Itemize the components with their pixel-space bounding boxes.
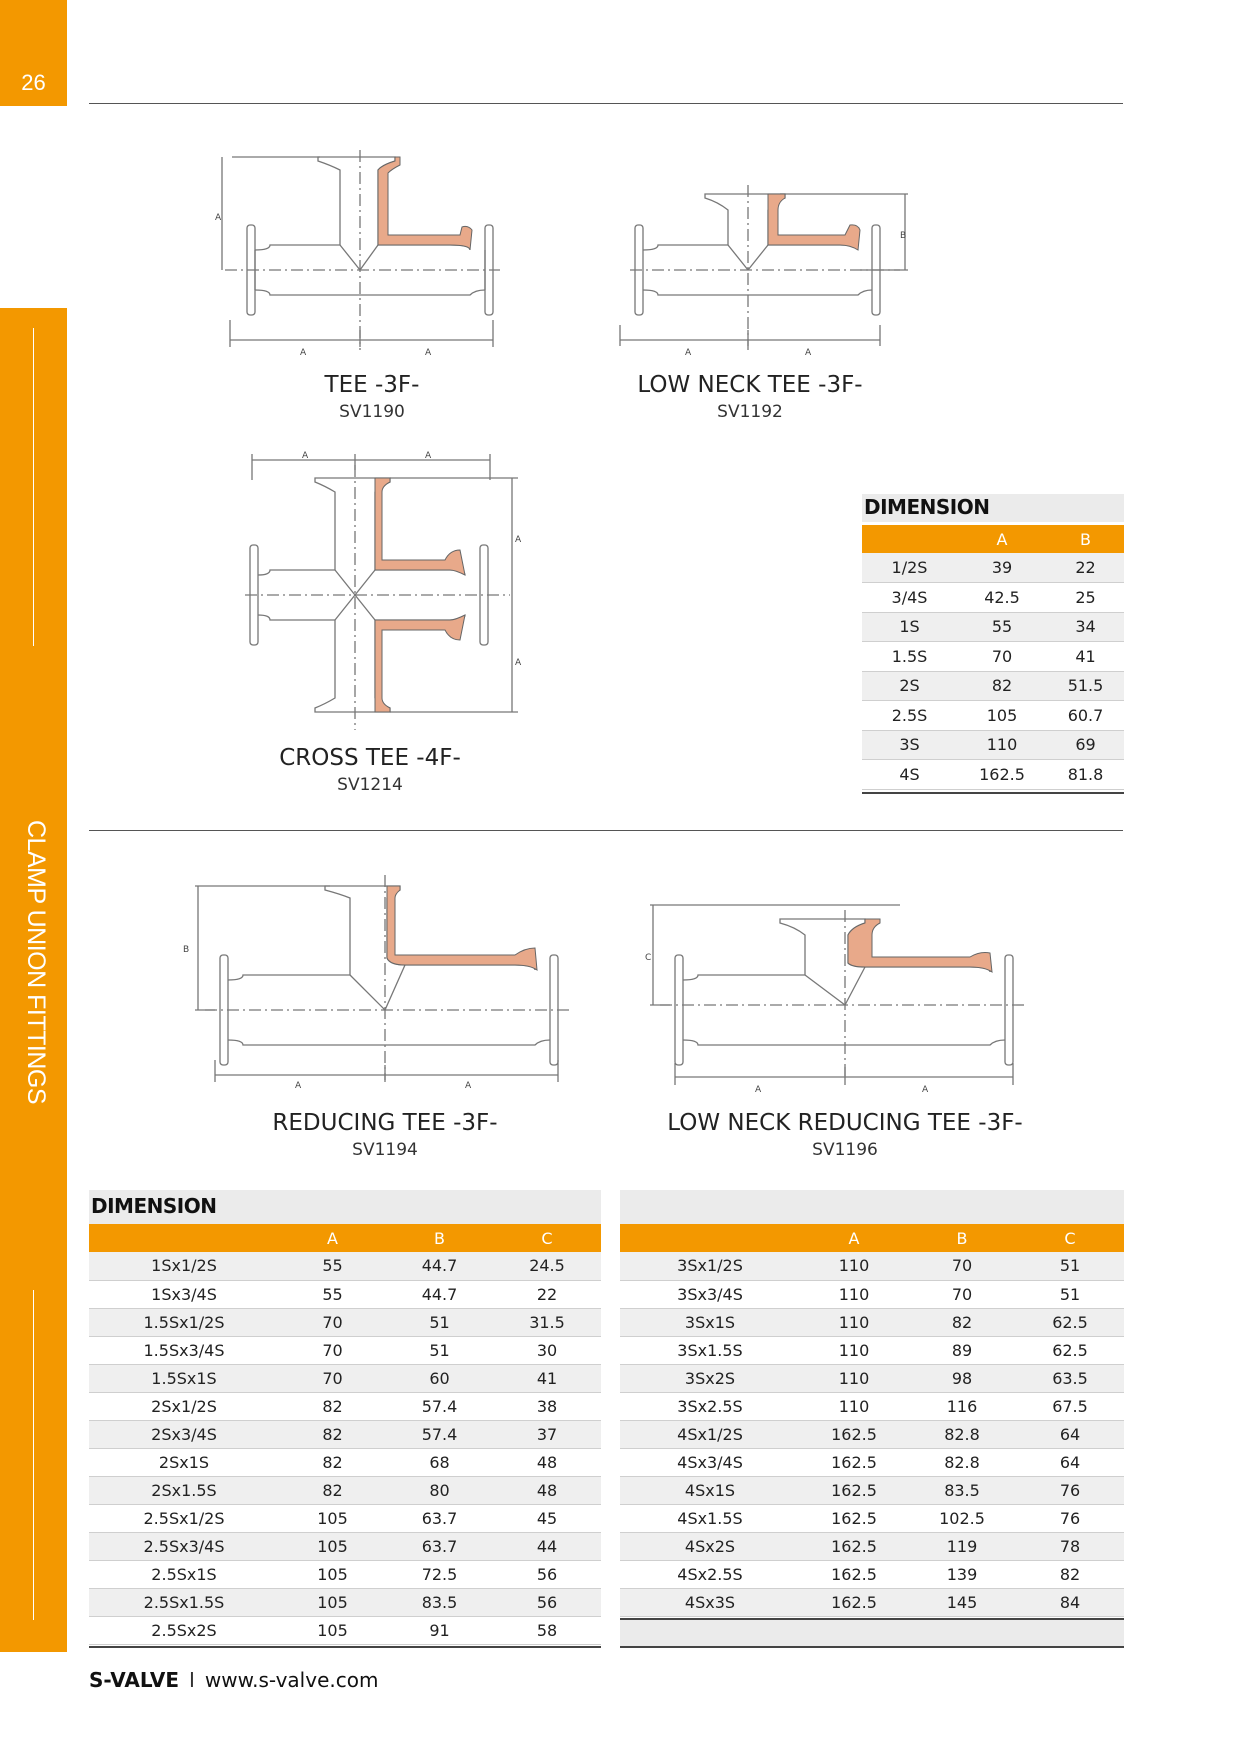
value-cell: 64 [1016, 1448, 1124, 1476]
size-cell: 3/4S [862, 583, 957, 613]
value-cell: 45 [493, 1504, 601, 1532]
value-cell: 82 [279, 1476, 386, 1504]
top-rule [89, 103, 1123, 104]
value-cell: 51.5 [1047, 671, 1124, 701]
value-cell: 162.5 [800, 1448, 908, 1476]
value-cell: 105 [279, 1504, 386, 1532]
value-cell: 84 [1016, 1588, 1124, 1616]
dim-table-2-right-body [620, 1252, 1124, 1616]
value-cell: 56 [493, 1560, 601, 1588]
middle-rule [89, 830, 1123, 831]
value-cell: 145 [908, 1588, 1016, 1616]
value-cell: 25 [1047, 583, 1124, 613]
value-cell: 41 [1047, 642, 1124, 672]
size-cell: 4Sx2S [620, 1532, 800, 1560]
table-row [620, 1448, 1124, 1476]
product-name: LOW NECK TEE -3F- [637, 372, 863, 398]
size-cell: 1/2S [862, 553, 957, 583]
value-cell: 80 [386, 1476, 493, 1504]
cross-tee-drawing [240, 450, 530, 740]
table-row [89, 1336, 601, 1364]
size-cell: 3Sx2.5S [620, 1392, 800, 1420]
value-cell: 63.7 [386, 1532, 493, 1560]
value-cell: 162.5 [800, 1476, 908, 1504]
table-row [620, 1392, 1124, 1420]
value-cell: 83.5 [386, 1588, 493, 1616]
dim-table-1 [862, 525, 1124, 790]
table-row [89, 1448, 601, 1476]
value-cell: 162.5 [800, 1588, 908, 1616]
value-cell: 89 [908, 1336, 1016, 1364]
value-cell: 162.5 [800, 1532, 908, 1560]
size-cell: 4Sx2.5S [620, 1560, 800, 1588]
table-row [89, 1420, 601, 1448]
svg-text:A: A [425, 348, 432, 358]
value-cell: 44.7 [386, 1252, 493, 1280]
svg-text:A: A [515, 535, 522, 545]
side-title: CLAMP UNION FITTINGS [22, 820, 50, 1105]
product-code: SV1194 [352, 1140, 418, 1160]
dim-table-2-left [89, 1224, 601, 1645]
table-row [620, 1280, 1124, 1308]
value-cell: 57.4 [386, 1392, 493, 1420]
dim-table-2-right-bottom-rule [620, 1646, 1124, 1648]
table-row [89, 1252, 601, 1280]
value-cell: 110 [957, 730, 1047, 760]
value-cell: 70 [279, 1308, 386, 1336]
svg-text:A: A [922, 1085, 929, 1095]
dim-table-1-body [862, 553, 1124, 789]
table-row [862, 701, 1124, 731]
size-cell: 2.5Sx1.5S [89, 1588, 279, 1616]
value-cell: 105 [279, 1560, 386, 1588]
column-header: B [908, 1224, 1016, 1252]
value-cell: 39 [957, 553, 1047, 583]
value-cell: 67.5 [1016, 1392, 1124, 1420]
column-header: A [279, 1224, 386, 1252]
size-cell: 4S [862, 760, 957, 790]
dim-table-1-bottom-rule [862, 792, 1124, 794]
value-cell: 58 [493, 1616, 601, 1644]
low-neck-tee-drawing [610, 180, 930, 360]
size-cell: 1.5Sx3/4S [89, 1336, 279, 1364]
value-cell: 82.8 [908, 1420, 1016, 1448]
dim-table-2-right-filler [620, 1618, 1124, 1646]
value-cell: 55 [279, 1280, 386, 1308]
size-cell: 1.5Sx1S [89, 1364, 279, 1392]
column-header: C [1016, 1224, 1124, 1252]
value-cell: 62.5 [1016, 1308, 1124, 1336]
low-neck-tee-caption [620, 372, 880, 422]
svg-text:A: A [755, 1085, 762, 1095]
size-cell: 2.5Sx3/4S [89, 1532, 279, 1560]
value-cell: 22 [493, 1280, 601, 1308]
svg-text:A: A [465, 1081, 472, 1090]
size-cell: 3Sx1S [620, 1308, 800, 1336]
value-cell: 110 [800, 1252, 908, 1280]
svg-text:A: A [425, 451, 432, 461]
column-header: B [386, 1224, 493, 1252]
table-row [89, 1392, 601, 1420]
value-cell: 70 [279, 1364, 386, 1392]
value-cell: 63.7 [386, 1504, 493, 1532]
value-cell: 70 [279, 1336, 386, 1364]
svg-text:A: A [302, 451, 309, 461]
table-row [620, 1560, 1124, 1588]
value-cell: 64 [1016, 1420, 1124, 1448]
tee-drawing [210, 145, 510, 360]
size-cell: 1.5S [862, 642, 957, 672]
table-row [89, 1616, 601, 1644]
table-row [89, 1560, 601, 1588]
table-row [620, 1476, 1124, 1504]
table-row [89, 1308, 601, 1336]
value-cell: 162.5 [800, 1560, 908, 1588]
size-cell: 1Sx3/4S [89, 1280, 279, 1308]
dim-table-2-right [620, 1224, 1124, 1617]
value-cell: 82 [908, 1308, 1016, 1336]
size-cell: 4Sx1S [620, 1476, 800, 1504]
size-cell: 1S [862, 612, 957, 642]
column-header: A [800, 1224, 908, 1252]
size-cell: 2Sx3/4S [89, 1420, 279, 1448]
table-header-row [862, 525, 1124, 553]
value-cell: 60 [386, 1364, 493, 1392]
value-cell: 70 [908, 1252, 1016, 1280]
dim-table-3-head-bg [620, 1190, 1124, 1224]
dim-table-2-right-rule [620, 1618, 1124, 1620]
value-cell: 70 [908, 1280, 1016, 1308]
value-cell: 105 [279, 1588, 386, 1616]
product-name: REDUCING TEE -3F- [272, 1110, 498, 1136]
value-cell: 38 [493, 1392, 601, 1420]
column-header [862, 525, 957, 553]
svg-text:A: A [215, 213, 222, 223]
low-neck-reducing-tee-drawing [640, 895, 1030, 1095]
value-cell: 102.5 [908, 1504, 1016, 1532]
svg-text:A: A [295, 1081, 302, 1090]
column-header: C [493, 1224, 601, 1252]
value-cell: 70 [957, 642, 1047, 672]
size-cell: 3Sx1.5S [620, 1336, 800, 1364]
size-cell: 2.5Sx1/2S [89, 1504, 279, 1532]
reducing-tee-caption [245, 1110, 525, 1160]
reducing-tee-drawing [175, 870, 575, 1090]
dim-table-2-left-bottom-rule [89, 1646, 601, 1648]
value-cell: 51 [386, 1336, 493, 1364]
value-cell: 110 [800, 1308, 908, 1336]
value-cell: 162.5 [800, 1420, 908, 1448]
value-cell: 22 [1047, 553, 1124, 583]
value-cell: 81.8 [1047, 760, 1124, 790]
svg-text:B: B [900, 231, 907, 241]
size-cell: 2Sx1.5S [89, 1476, 279, 1504]
value-cell: 51 [386, 1308, 493, 1336]
value-cell: 51 [1016, 1252, 1124, 1280]
value-cell: 60.7 [1047, 701, 1124, 731]
table-row [862, 583, 1124, 613]
table-row [89, 1588, 601, 1616]
size-cell: 2.5Sx2S [89, 1616, 279, 1644]
page-number: 26 [21, 70, 46, 95]
table-row [620, 1364, 1124, 1392]
value-cell: 72.5 [386, 1560, 493, 1588]
table-row [862, 730, 1124, 760]
size-cell: 4Sx3S [620, 1588, 800, 1616]
table-row [620, 1252, 1124, 1280]
value-cell: 82.8 [908, 1448, 1016, 1476]
low-neck-reducing-tee-caption [640, 1110, 1050, 1160]
value-cell: 62.5 [1016, 1336, 1124, 1364]
table-row [620, 1504, 1124, 1532]
product-name: LOW NECK REDUCING TEE -3F- [667, 1110, 1023, 1136]
svg-text:A: A [515, 658, 522, 668]
cross-tee-caption [250, 745, 490, 795]
value-cell: 42.5 [957, 583, 1047, 613]
value-cell: 44.7 [386, 1280, 493, 1308]
value-cell: 110 [800, 1364, 908, 1392]
value-cell: 34 [1047, 612, 1124, 642]
table-row [862, 671, 1124, 701]
website-link[interactable]: www.s-valve.com [204, 1668, 379, 1692]
table-row [862, 553, 1124, 583]
value-cell: 55 [957, 612, 1047, 642]
value-cell: 105 [957, 701, 1047, 731]
value-cell: 119 [908, 1532, 1016, 1560]
svg-text:A: A [685, 348, 692, 358]
product-code: SV1214 [337, 775, 403, 795]
dim-table-2-left-body [89, 1252, 601, 1644]
value-cell: 82 [279, 1392, 386, 1420]
size-cell: 2.5S [862, 701, 957, 731]
value-cell: 83.5 [908, 1476, 1016, 1504]
size-cell: 2.5Sx1S [89, 1560, 279, 1588]
table-header-row [89, 1224, 601, 1252]
size-cell: 2S [862, 671, 957, 701]
size-cell: 3Sx3/4S [620, 1280, 800, 1308]
value-cell: 110 [800, 1392, 908, 1420]
table-row [89, 1532, 601, 1560]
value-cell: 110 [800, 1336, 908, 1364]
value-cell: 82 [279, 1420, 386, 1448]
side-divider-top [33, 328, 34, 646]
value-cell: 110 [800, 1280, 908, 1308]
size-cell: 4Sx3/4S [620, 1448, 800, 1476]
svg-text:C: C [645, 953, 652, 963]
value-cell: 162.5 [957, 760, 1047, 790]
size-cell: 1.5Sx1/2S [89, 1308, 279, 1336]
table-row [862, 760, 1124, 790]
value-cell: 51 [1016, 1280, 1124, 1308]
size-cell: 2Sx1/2S [89, 1392, 279, 1420]
value-cell: 41 [493, 1364, 601, 1392]
value-cell: 82 [1016, 1560, 1124, 1588]
size-cell: 1Sx1/2S [89, 1252, 279, 1280]
footer-separator: I [188, 1668, 195, 1692]
value-cell: 48 [493, 1476, 601, 1504]
value-cell: 78 [1016, 1532, 1124, 1560]
column-header: B [1047, 525, 1124, 553]
size-cell: 3Sx1/2S [620, 1252, 800, 1280]
table-row [89, 1280, 601, 1308]
product-code: SV1190 [339, 402, 405, 422]
product-code: SV1196 [812, 1140, 878, 1160]
size-cell: 4Sx1/2S [620, 1420, 800, 1448]
table-row [620, 1308, 1124, 1336]
table-row [620, 1532, 1124, 1560]
table-row [89, 1364, 601, 1392]
table-row [862, 642, 1124, 672]
footer [89, 1668, 378, 1692]
brand-name: S-VALVE [89, 1668, 179, 1692]
table-row [89, 1504, 601, 1532]
table-row [620, 1336, 1124, 1364]
size-cell: 4Sx1.5S [620, 1504, 800, 1532]
svg-text:A: A [805, 348, 812, 358]
value-cell: 69 [1047, 730, 1124, 760]
table-header-row [620, 1224, 1124, 1252]
value-cell: 57.4 [386, 1420, 493, 1448]
svg-text:A: A [300, 348, 307, 358]
table-row [620, 1588, 1124, 1616]
side-divider-bottom [33, 1290, 34, 1620]
dim-table-1-title: DIMENSION [864, 495, 990, 519]
value-cell: 162.5 [800, 1504, 908, 1532]
value-cell: 116 [908, 1392, 1016, 1420]
value-cell: 31.5 [493, 1308, 601, 1336]
value-cell: 44 [493, 1532, 601, 1560]
product-name: TEE -3F- [324, 372, 420, 398]
tee-caption [272, 372, 472, 422]
value-cell: 76 [1016, 1504, 1124, 1532]
column-header [620, 1224, 800, 1252]
value-cell: 63.5 [1016, 1364, 1124, 1392]
value-cell: 91 [386, 1616, 493, 1644]
size-cell: 2Sx1S [89, 1448, 279, 1476]
product-name: CROSS TEE -4F- [279, 745, 461, 771]
column-header: A [957, 525, 1047, 553]
value-cell: 30 [493, 1336, 601, 1364]
size-cell: 3Sx2S [620, 1364, 800, 1392]
size-cell: 3S [862, 730, 957, 760]
value-cell: 37 [493, 1420, 601, 1448]
value-cell: 68 [386, 1448, 493, 1476]
svg-text:B: B [183, 945, 190, 955]
dim-table-2-title: DIMENSION [91, 1194, 217, 1218]
value-cell: 48 [493, 1448, 601, 1476]
value-cell: 55 [279, 1252, 386, 1280]
value-cell: 24.5 [493, 1252, 601, 1280]
value-cell: 105 [279, 1532, 386, 1560]
value-cell: 82 [279, 1448, 386, 1476]
column-header [89, 1224, 279, 1252]
value-cell: 139 [908, 1560, 1016, 1588]
table-row [620, 1420, 1124, 1448]
product-code: SV1192 [717, 402, 783, 422]
value-cell: 82 [957, 671, 1047, 701]
value-cell: 105 [279, 1616, 386, 1644]
table-row [89, 1476, 601, 1504]
value-cell: 98 [908, 1364, 1016, 1392]
value-cell: 56 [493, 1588, 601, 1616]
value-cell: 76 [1016, 1476, 1124, 1504]
table-row [862, 612, 1124, 642]
